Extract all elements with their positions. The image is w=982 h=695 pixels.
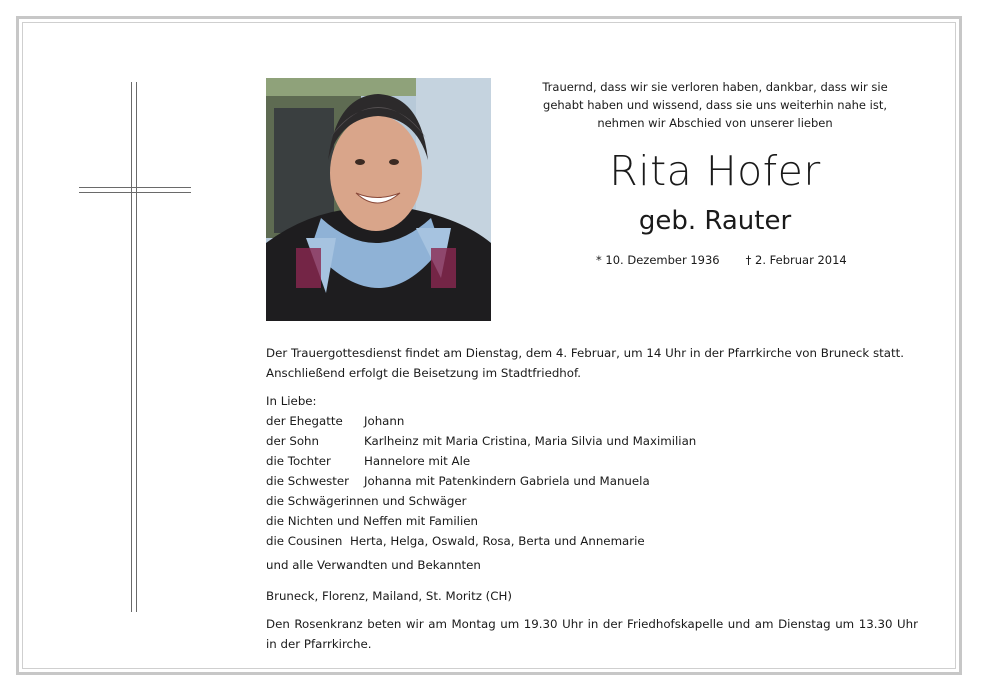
service-line: Anschließend erfolgt die Beisetzung im Stadtfriedhof. — [266, 366, 582, 380]
rosary-info: Den Rosenkranz beten wir am Montag um 19.30 Uhr in der Friedhofskapelle und am Dienstag um 13.30 Uhr in der Pfarrkirche. — [266, 617, 918, 651]
service-info — [266, 343, 904, 383]
relative-row — [266, 471, 650, 491]
maiden-name: geb. Rauter — [638, 206, 792, 236]
portrait-photo — [266, 78, 491, 321]
places-line: Bruneck, Florenz, Mailand, St. Moritz (CH) — [266, 589, 512, 603]
birth-date: * 10. Dezember 1936 — [596, 253, 720, 267]
deceased-name: Rita Hofer — [609, 147, 821, 195]
verse-line: Trauernd, dass wir sie verloren haben, dankbar, dass wir sie — [542, 80, 888, 94]
relative-names: Johann — [364, 414, 405, 428]
life-dates — [596, 253, 847, 267]
verse-line: gehabt haben und wissend, dass sie uns weiterhin nahe ist, — [543, 98, 887, 112]
in-liebe-heading: In Liebe: — [266, 394, 317, 408]
relative-row — [266, 555, 481, 575]
relative-names: Johanna mit Patenkindern Gabriela und Manuela — [364, 474, 650, 488]
relative-role: die Tochter — [266, 454, 331, 468]
verse-text — [520, 78, 910, 132]
relative-role: die Cousinen — [266, 534, 343, 548]
relative-row — [266, 411, 404, 431]
relative-names: Hannelore mit Ale — [364, 454, 471, 468]
relative-row — [266, 431, 696, 451]
relative-role: die Schwägerinnen und Schwäger — [266, 494, 467, 508]
relative-row — [266, 451, 470, 471]
relative-names: Karlheinz mit Maria Cristina, Maria Silvia und Maximilian — [364, 434, 697, 448]
relative-row — [266, 531, 645, 551]
relative-names: Herta, Helga, Oswald, Rosa, Berta und Annemarie — [350, 534, 645, 548]
relative-role: der Ehegatte — [266, 414, 343, 428]
relative-role: der Sohn — [266, 434, 320, 448]
relative-role: die Schwester — [266, 474, 350, 488]
verse-line: nehmen wir Abschied von unserer lieben — [597, 116, 833, 130]
death-date: † 2. Februar 2014 — [745, 253, 847, 267]
relative-row — [266, 511, 478, 531]
service-line: Der Trauergottesdienst findet am Dienstag, dem 4. Februar, um 14 Uhr in der Pfarrkirche von Bruneck statt. — [266, 346, 904, 360]
relative-role: die Nichten und Neffen mit Familien — [266, 514, 478, 528]
relative-row — [266, 491, 467, 511]
relative-role: und alle Verwandten und Bekannten — [266, 558, 481, 572]
